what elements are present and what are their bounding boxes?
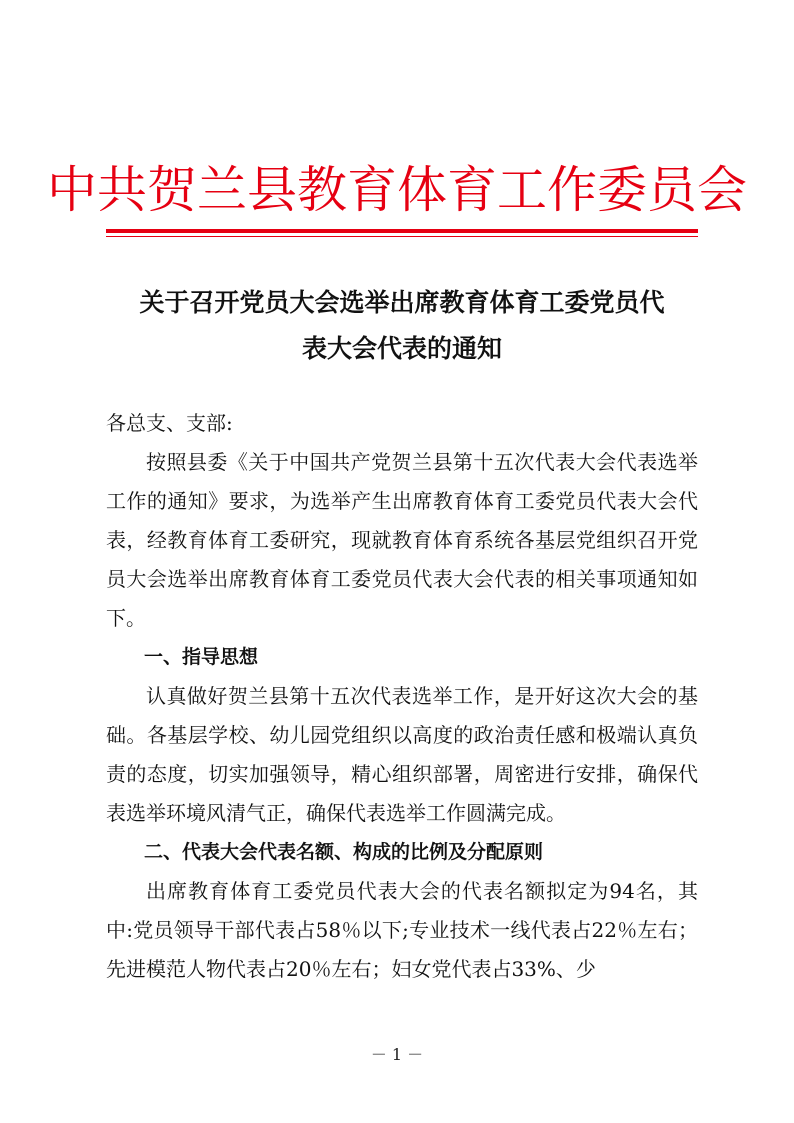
section-paragraph-2: 出席教育体育工委党员代表大会的代表名额拟定为94名，其中:党员领导干部代表占58％以下;专业技术一线代表占22％左右；先进模范人物代表占20％左右；妇女党代表占33%、少 bbox=[106, 879, 698, 981]
document-body bbox=[106, 404, 698, 989]
section-heading-2: 二、代表大会代表名额、构成的比例及分配原则 bbox=[144, 841, 544, 863]
section-paragraph-1: 认真做好贺兰县第十五次代表选举工作，是开好这次大会的基础。各基层学校、幼儿园党组织以高度的政治责任感和极端认真负责的态度，切实加强领导，精心组织部署，周密进行安排，确保代表选举环境风清气正，确保代表选举工作圆满完成。 bbox=[106, 684, 698, 825]
document-title-line-1: 关于召开党员大会选举出席教育体育工委党员代 bbox=[139, 288, 665, 317]
document-title-line-2: 表大会代表的通知 bbox=[301, 334, 502, 363]
page-number: － 1 － bbox=[370, 1045, 424, 1064]
letterhead-divider-thin bbox=[106, 236, 698, 237]
org-letterhead: 中共贺兰县教育体育工作委员会 bbox=[47, 161, 747, 219]
salutation: 各总支、支部: bbox=[106, 411, 233, 435]
section-heading-1: 一、指导思想 bbox=[144, 646, 259, 668]
document-title bbox=[100, 280, 704, 372]
intro-paragraph: 按照县委《关于中国共产党贺兰县第十五次代表大会代表选举工作的通知》要求，为选举产生出席教育体育工委党员代表大会代表，经教育体育工委研究，现就教育体育系统各基层党组织召开党员大会选举出席教育体育工委党员代表大会代表的相关事项通知如下。 bbox=[106, 450, 698, 630]
letterhead-divider-thick bbox=[106, 229, 698, 233]
